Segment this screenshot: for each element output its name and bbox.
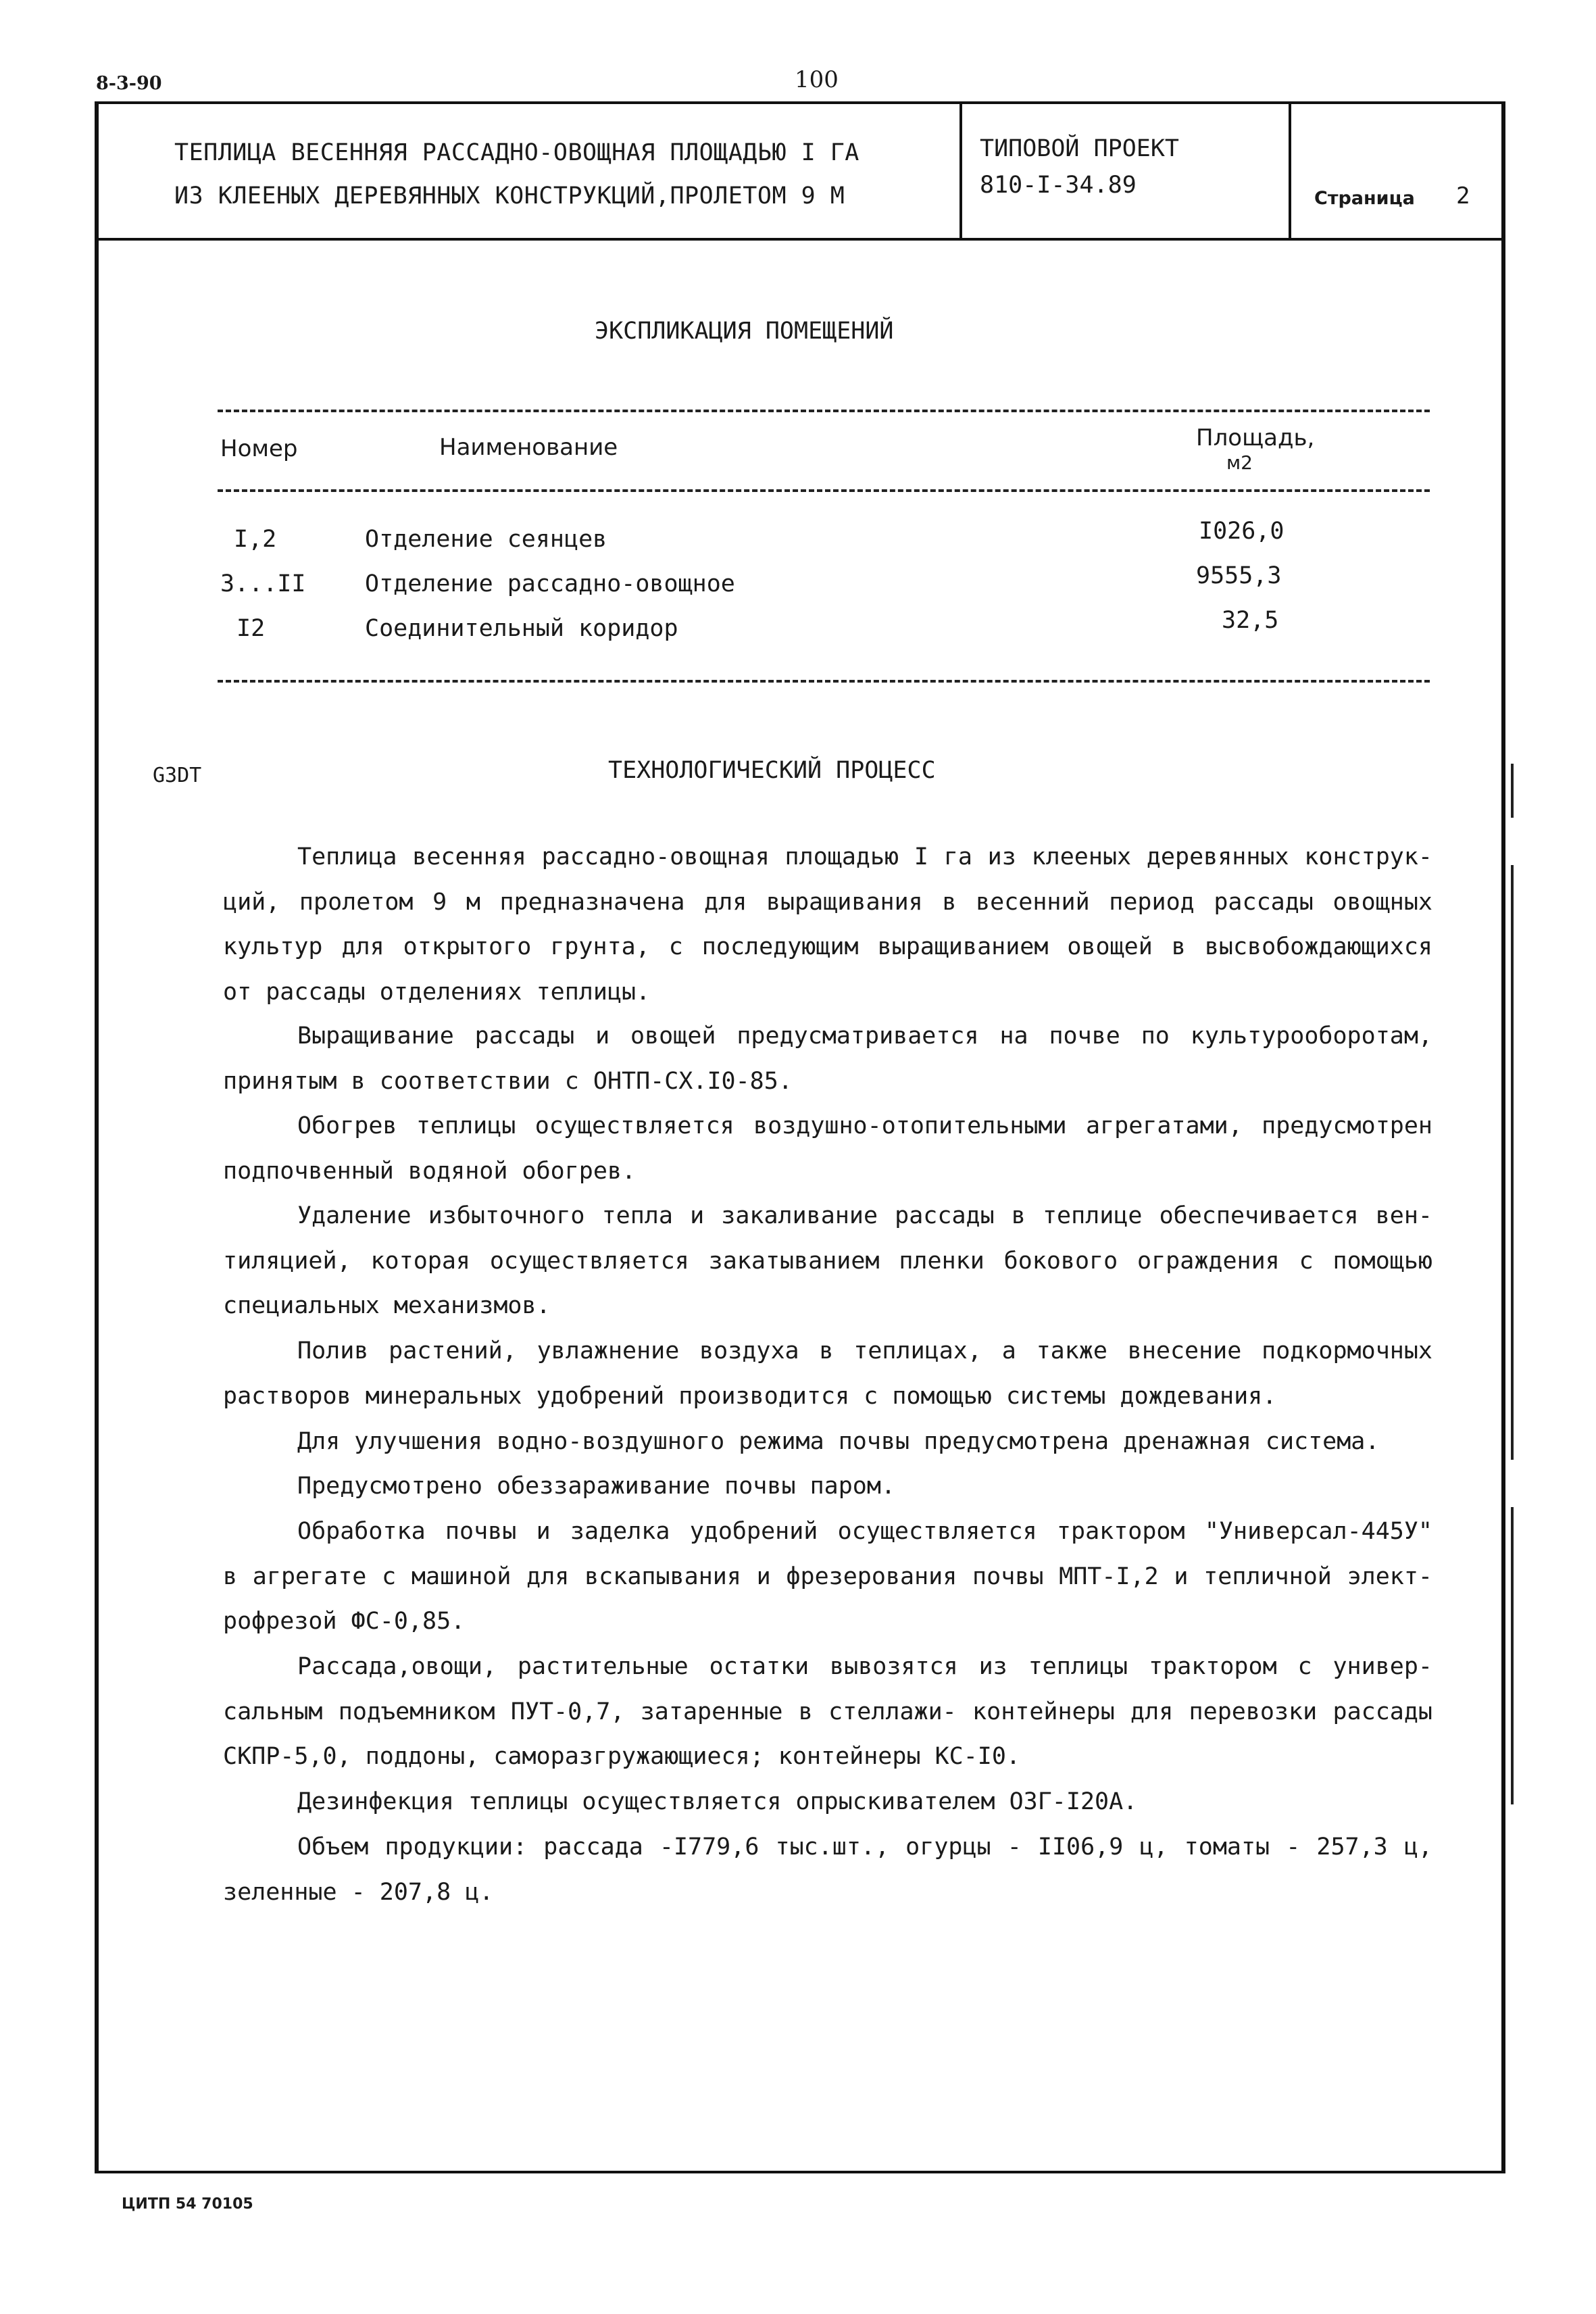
- page-value: 2: [1456, 182, 1470, 210]
- paragraph-line: в агрегате с машиной для вскапывания и фрезерования почвы МПТ-I,2 и тепличной элект-: [223, 1562, 1432, 1590]
- paragraph: [223, 1779, 1432, 1825]
- paragraph-line: специальных механизмов.: [223, 1292, 551, 1320]
- paragraph-line: ций, пролетом 9 м предназначена для выращивания в весенний период рассады овощных: [223, 888, 1432, 916]
- paragraph-line: сальным подъемником ПУТ-0,7, затаренные в стеллажи- контейнеры для перевозки рассады: [223, 1698, 1432, 1725]
- paragraph-line: Дезинфекция теплицы осуществляется опрыскивателем ОЗГ-I20А.: [297, 1788, 1138, 1815]
- side-code: G3DT: [153, 764, 202, 787]
- scan-mark: [1511, 1507, 1514, 1804]
- paragraph-line: Обогрев теплицы осуществляется воздушно-отопительными агрегатами, предусмотрен: [297, 1112, 1432, 1139]
- paragraph: [223, 1509, 1432, 1644]
- project-type: ТИПОВОЙ ПРОЕКТ: [980, 135, 1180, 162]
- paragraph: [223, 835, 1432, 1015]
- stamp-divider: [1289, 101, 1291, 241]
- paragraph: [223, 1825, 1432, 1915]
- stamp-divider: [959, 101, 962, 241]
- paragraph-line: СКПР-5,0, поддоны, саморазгружающиеся; контейнеры КС-I0.: [223, 1743, 1021, 1771]
- document-code: 8-3-90: [96, 73, 162, 94]
- table-rule: [218, 410, 1430, 412]
- paragraph-line: Обработка почвы и заделка удобрений осуществляется трактором "Универсал-445У": [297, 1518, 1432, 1545]
- paragraph-line: Удаление избыточного тепла и закаливание рассады в теплице обеспечивается вен-: [297, 1202, 1432, 1229]
- paragraph: [223, 1329, 1432, 1419]
- paragraph-line: Предусмотрено обеззараживание почвы паром.: [297, 1473, 896, 1500]
- project-code: 810-I-34.89: [980, 172, 1137, 199]
- table-cell-area: 32,5: [1222, 607, 1279, 634]
- column-header-area: Площадь,: [1196, 424, 1315, 451]
- paragraph: [223, 1419, 1432, 1464]
- paragraph-line: тиляцией, которая осуществляется закатыванием пленки бокового ограждения с помощью: [223, 1247, 1432, 1275]
- page-number: 100: [795, 66, 839, 93]
- stamp-divider: [95, 238, 1505, 241]
- footer-code: ЦИТП 54 70105: [122, 2196, 253, 2213]
- column-header-number: Номер: [220, 435, 298, 462]
- section-title: ТЕХНОЛОГИЧЕСКИЙ ПРОЦЕСС: [608, 757, 936, 784]
- paragraph-line: Рассада,овощи, растительные остатки вывозятся из теплицы трактором с универ-: [297, 1653, 1432, 1680]
- scan-mark: [1511, 764, 1514, 818]
- paragraph-line: подпочвенный водяной обогрев.: [223, 1157, 637, 1185]
- paragraph-line: Полив растений, увлажнение воздуха в теплицах, а также внесение подкормочных: [297, 1337, 1432, 1364]
- explication-title: ЭКСПЛИКАЦИЯ ПОМЕЩЕНИЙ: [595, 318, 894, 345]
- paragraph-line: Для улучшения водно-воздушного режима почвы предусмотрена дренажная система.: [297, 1428, 1380, 1455]
- column-header-name: Наименование: [439, 434, 618, 461]
- table-cell-number: I,2: [234, 526, 277, 553]
- paragraph-line: принятым в соответствии с ОНТП-СХ.I0-85.: [223, 1067, 793, 1095]
- paragraph-line: растворов минеральных удобрений производится с помощью системы дождевания.: [223, 1382, 1277, 1410]
- column-header-area-unit: м2: [1226, 451, 1253, 474]
- table-cell-area: 9555,3: [1196, 562, 1282, 589]
- paragraph-line: культур для открытого грунта, с последующим выращиванием овощей в высвобождающихся: [223, 933, 1432, 961]
- project-title-line-2: ИЗ КЛЕЕНЫХ ДЕРЕВЯННЫХ КОНСТРУКЦИЙ,ПРОЛЕТОМ 9 М: [174, 182, 845, 210]
- paragraph-line: от рассады отделениях теплицы.: [223, 979, 651, 1006]
- project-title-line-1: ТЕПЛИЦА ВЕСЕННЯЯ РАССАДНО-ОВОЩНАЯ ПЛОЩАДЬЮ I ГА: [174, 139, 859, 166]
- paragraph: [223, 1014, 1432, 1104]
- paragraph-line: Выращивание рассады и овощей предусматривается на почве по культурооборотам,: [297, 1023, 1432, 1050]
- paragraph: [223, 1644, 1432, 1779]
- paragraph-line: зеленные - 207,8 ц.: [223, 1878, 494, 1906]
- paragraph-line: Теплица весенняя рассадно-овощная площадью I га из клееных деревянных конструк-: [297, 843, 1432, 870]
- paragraph-line: Объем продукции: рассада -I779,6 тыс.шт., огурцы - II06,9 ц, томаты - 257,3 ц,: [297, 1833, 1432, 1861]
- table-rule: [218, 489, 1430, 492]
- table-cell-number: 3...II: [220, 570, 306, 597]
- table-cell-area: I026,0: [1199, 518, 1285, 545]
- table-cell-name: Соединительный коридор: [365, 615, 678, 642]
- table-cell-name: Отделение рассадно-овощное: [365, 570, 735, 597]
- scan-mark: [1511, 865, 1514, 1460]
- paragraph: [223, 1464, 1432, 1509]
- paragraph-line: рофрезой ФС-0,85.: [223, 1608, 466, 1635]
- page-label: Страница: [1314, 188, 1415, 209]
- paragraph: [223, 1104, 1432, 1193]
- table-cell-name: Отделение сеянцев: [365, 526, 607, 553]
- table-cell-number: I2: [236, 615, 266, 642]
- paragraph: [223, 1193, 1432, 1329]
- table-rule: [218, 680, 1430, 683]
